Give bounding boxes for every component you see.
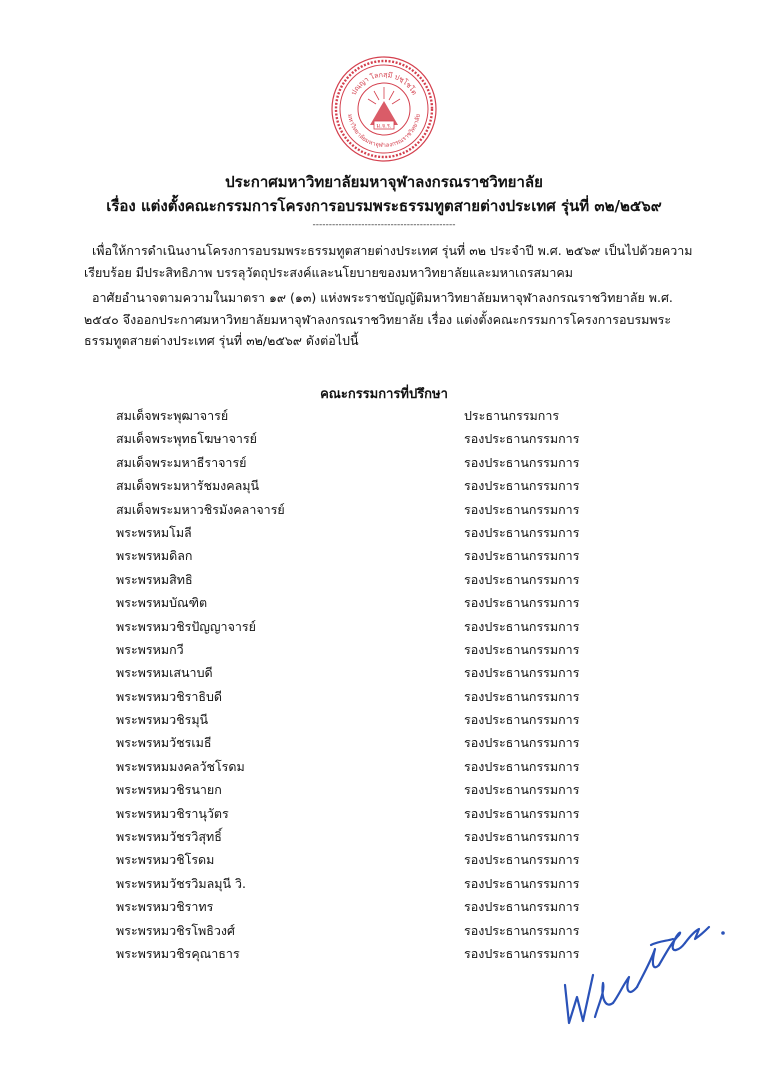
member-role: รองประธานกรรมการ	[464, 548, 580, 564]
member-role: รองประธานกรรมการ	[464, 501, 580, 517]
member-role: รองประธานกรรมการ	[464, 805, 580, 821]
committee-member-row	[0, 825, 768, 848]
committee-member-row	[0, 755, 768, 778]
member-role: รองประธานกรรมการ	[464, 618, 580, 634]
seal-motto: ปณฺญา โลกสฺมึ ปชฺโชโต	[349, 70, 419, 97]
member-role: รองประธานกรรมการ	[464, 665, 580, 681]
member-role: รองประธานกรรมการ	[464, 735, 580, 751]
member-name: พระพรหมวชิรมุนี	[116, 712, 209, 728]
member-name: พระพรหมมงคลวัชโรดม	[116, 758, 245, 774]
member-role: รองประธานกรรมการ	[464, 829, 580, 845]
member-role: รองประธานกรรมการ	[464, 945, 580, 961]
committee-member-row	[0, 498, 768, 521]
member-role: รองประธานกรรมการ	[464, 758, 580, 774]
committee-member-row	[0, 615, 768, 638]
committee-member-row	[0, 591, 768, 614]
seal-university-name: มหาวิทยาลัยมหาจุฬาลงกรณราชวิทยาลัย	[346, 113, 422, 150]
committee-member-row	[0, 661, 768, 684]
member-name: สมเด็จพระมหาธีราจารย์	[116, 454, 247, 470]
member-name: พระพรหมวชิรโพธิวงศ์	[116, 922, 235, 938]
committee-member-list	[0, 404, 768, 965]
announcement-title: ประกาศมหาวิทยาลัยมหาจุฬาลงกรณราชวิทยาลัย	[225, 173, 543, 191]
member-name: พระพรหมกวี	[116, 641, 184, 657]
member-role: รองประธานกรรมการ	[464, 431, 580, 447]
member-name: พระพรหมวชิโรดม	[116, 852, 215, 868]
committee-member-row	[0, 802, 768, 825]
committee-member-row	[0, 872, 768, 895]
member-role: รองประธานกรรมการ	[464, 875, 580, 891]
member-name: พระพรหมดิลก	[116, 548, 193, 564]
committee-member-row	[0, 731, 768, 754]
committee-heading: คณะกรรมการที่ปรึกษา	[320, 387, 448, 402]
member-name: พระพรหมวชิรคุณาธาร	[116, 945, 240, 961]
committee-member-row	[0, 778, 768, 801]
committee-member-row	[0, 685, 768, 708]
member-name: พระพรหมวชิราทร	[116, 899, 214, 915]
member-name: พระพรหมวัชรวิสุทธิ์	[116, 829, 222, 845]
title-divider: --------------------------------------------	[312, 220, 456, 230]
member-name: พระพรหมวชิราธิบดี	[116, 688, 223, 704]
committee-member-row	[0, 451, 768, 474]
member-role: รองประธานกรรมการ	[464, 641, 580, 657]
announcement-subject: เรื่อง แต่งตั้งคณะกรรมการโครงการอบรมพระธรรมทูตสายต่างประเทศ รุ่นที่ ๓๒/๒๕๖๙	[106, 197, 662, 215]
member-role: รองประธานกรรมการ	[464, 524, 580, 540]
member-name: พระพรหมวชิรปัญญาจารย์	[116, 618, 256, 634]
member-name: สมเด็จพระพุฒาจารย์	[116, 408, 229, 423]
committee-member-row	[0, 708, 768, 731]
university-seal-icon	[330, 55, 438, 163]
member-role: ประธานกรรมการ	[464, 408, 560, 423]
body-paragraph-2: อาศัยอำนาจตามความในมาตรา ๑๙ (๑๓) แห่งพระราชบัญญัติมหาวิทยาลัยมหาจุฬาลงกรณราชวิทยาลัย พ.ศ. ๒๕๔๐ จึงออกประกาศมหาวิทยาลัยมหาจุฬาลงกรณราชวิทยาลัย เรื่อง แต่งตั้งคณะกรรมการโครงการอบรมพระธรรมทูตสายต่างประเทศ รุ่นที่ ๓๒/๒๕๖๙ ดังต่อไปนี้	[84, 290, 673, 348]
committee-member-row	[0, 544, 768, 567]
member-name: สมเด็จพระมหาวชิรมังคลาจารย์	[116, 501, 285, 517]
member-name: สมเด็จพระมหารัชมงคลมุนี	[116, 478, 260, 494]
member-role: รองประธานกรรมการ	[464, 782, 580, 798]
member-role: รองประธานกรรมการ	[464, 571, 580, 587]
committee-member-row	[0, 521, 768, 544]
member-role: รองประธานกรรมการ	[464, 712, 580, 728]
committee-member-row	[0, 638, 768, 661]
member-name: พระพรหมวัชรวิมลมุนี วิ.	[116, 875, 246, 891]
member-name: พระพรหมโมลี	[116, 524, 192, 540]
committee-member-row	[0, 568, 768, 591]
committee-member-row	[0, 848, 768, 871]
committee-member-row	[0, 474, 768, 497]
committee-member-row	[0, 404, 768, 427]
member-role: รองประธานกรรมการ	[464, 478, 580, 494]
committee-member-row	[0, 427, 768, 450]
member-role: รองประธานกรรมการ	[464, 899, 580, 915]
seal-center-text: ม.จ.ร.	[376, 123, 392, 130]
member-name: พระพรหมวชิรนายก	[116, 782, 222, 798]
member-role: รองประธานกรรมการ	[464, 852, 580, 868]
member-role: รองประธานกรรมการ	[464, 922, 580, 938]
member-role: รองประธานกรรมการ	[464, 595, 580, 611]
member-name: พระพรหมวชิรานุวัตร	[116, 805, 229, 821]
member-name: พระพรหมวัชรเมธี	[116, 735, 212, 751]
member-name: สมเด็จพระพุทธโฆษาจารย์	[116, 431, 257, 447]
member-role: รองประธานกรรมการ	[464, 688, 580, 704]
member-name: พระพรหมสิทธิ	[116, 571, 193, 587]
member-role: รองประธานกรรมการ	[464, 454, 580, 470]
member-name: พระพรหมเสนาบดี	[116, 665, 213, 681]
body-paragraph-1: เพื่อให้การดำเนินงานโครงการอบรมพระธรรมทูตสายต่างประเทศ รุ่นที่ ๓๒ ประจำปี พ.ศ. ๒๕๖๙ เป็นไปด้วยความเรียบร้อย มีประสิทธิภาพ บรรลุวัตถุประสงค์และนโยบายของมหาวิทยาลัยและมหาเถรสมาคม	[84, 243, 693, 280]
member-name: พระพรหมบัณฑิต	[116, 595, 208, 611]
signature-image	[555, 905, 735, 1035]
